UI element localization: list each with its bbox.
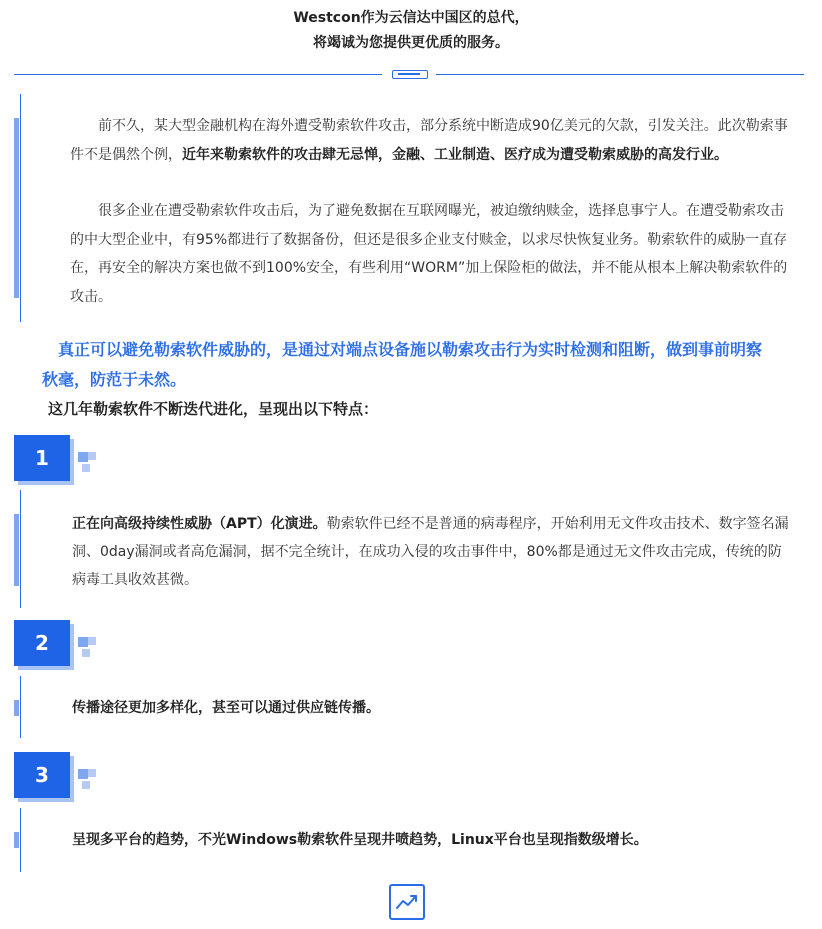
item-1-body: 勒索软件已经不是普通的病毒程序，开始利用无文件攻击技术、数字签名漏洞、0day漏洞或者高危漏洞，据不完全统计，在成功入侵的攻击事件中，80%都是通过无文件攻击完成，传统的防病毒工具收效甚微。 [72, 516, 789, 588]
intro-accent-bar [14, 118, 19, 298]
highlight-line-1: 真正可以避免勒索软件威胁的，是通过对端点设备施以勒索攻击行为实时检测和阻断，做到事前明察 [58, 340, 763, 359]
intro-block [20, 94, 790, 322]
badge-pixel [78, 637, 88, 647]
item-2-vertical-line [20, 676, 21, 738]
trend-chart-icon [389, 884, 425, 920]
number-badge-2 [14, 620, 104, 676]
item-2-bold: 传播途径更加多样化，甚至可以通过供应链传播。 [72, 700, 380, 716]
divider-line-right [436, 74, 804, 75]
highlight-line-2: 秋毫，防范于未然。 [42, 370, 187, 389]
badge-pixel [82, 781, 90, 789]
item-3-text [72, 826, 792, 854]
badge-pixel [88, 637, 96, 645]
badge-pixel [78, 452, 88, 462]
intro-vertical-line [20, 94, 21, 322]
badge-pixel [88, 769, 96, 777]
header [0, 6, 822, 56]
badge-pixel [78, 769, 88, 779]
badge-number: 1 [14, 435, 70, 481]
header-line-2: 将竭诚为您提供更优质的服务。 [313, 35, 509, 51]
section-divider [14, 68, 804, 82]
item-1-vertical-line [20, 490, 21, 608]
item-2-accent-bar [14, 700, 19, 716]
item-1-accent-bar [14, 514, 19, 586]
intro-paragraph-2: 很多企业在遭受勒索软件攻击后，为了避免数据在互联网曝光，被迫缴纳赎金，选择息事宁人。在遭受勒索攻击的中大型企业中，有95%都进行了数据备份，但还是很多企业支付赎金，以求尽快恢复业务。勒索软件的威胁一直存在，再安全的解决方案也做不到100%安全，有些利用“WORM”加上保险柜的做法，并不能从根本上解决勒索软件的攻击。 [70, 203, 788, 305]
item-1-text [72, 510, 792, 594]
divider-line-left [14, 74, 382, 75]
number-badge-1 [14, 435, 104, 491]
intro-p1-bold: 近年来勒索软件的攻击肆无忌惮，金融、工业制造、医疗成为遭受勒索威胁的高发行业。 [182, 146, 728, 163]
item-3-bold: 呈现多平台的趋势，不光Windows勒索软件呈现井喷趋势，Linux平台也呈现指数级增长。 [72, 832, 648, 848]
number-badge-3 [14, 752, 104, 808]
item-1-bold: 正在向高级持续性威胁（APT）化演进。 [72, 516, 327, 532]
item-2-text [72, 694, 792, 722]
badge-pixel [88, 452, 96, 460]
intro-p1-text: 前不久，某大型金融机构在海外遭受勒索软件攻击，部分系统中断造成90亿美元的欠款，引发关注。此次勒索事件不是偶然个例， [70, 118, 788, 163]
badge-pixel [82, 464, 90, 472]
badge-pixel [82, 649, 90, 657]
divider-ornament-icon [392, 70, 428, 79]
features-subheading: 这几年勒索软件不断迭代进化，呈现出以下特点： [48, 400, 379, 418]
badge-number: 2 [14, 620, 70, 666]
intro-paragraph-1 [70, 112, 790, 169]
header-line-1: Westcon作为云信达中国区的总代， [293, 10, 529, 26]
badge-number: 3 [14, 752, 70, 798]
item-3-accent-bar [14, 832, 19, 848]
item-3-vertical-line [20, 808, 21, 872]
